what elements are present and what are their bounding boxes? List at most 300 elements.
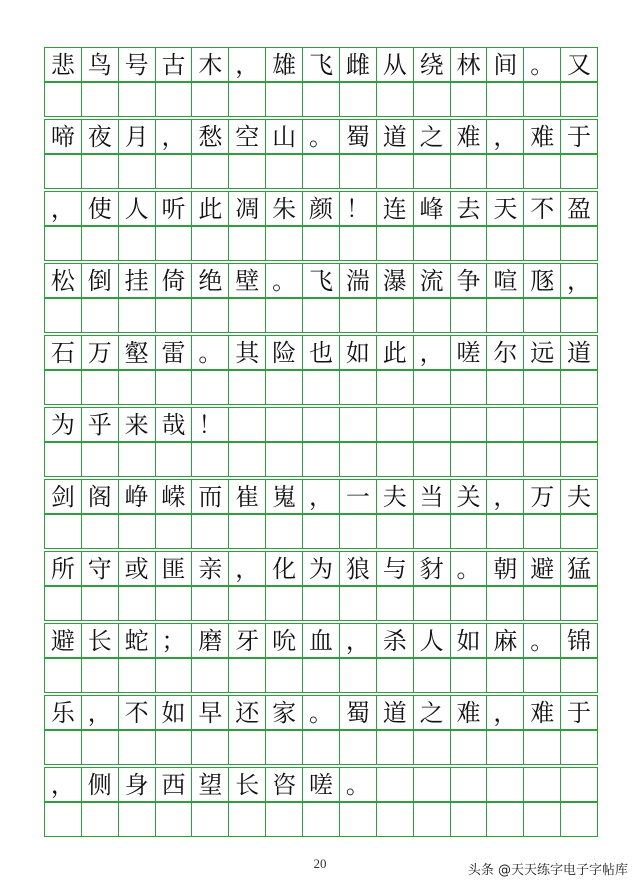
- empty-practice-cell: [487, 587, 524, 620]
- empty-practice-cell: [487, 155, 524, 188]
- character-cell: ，: [487, 120, 524, 153]
- empty-practice-cell: [82, 659, 119, 692]
- character-cell: 瀑: [377, 264, 414, 297]
- practice-row: [44, 658, 598, 693]
- empty-practice-cell: [156, 83, 193, 116]
- empty-practice-cell: [229, 443, 266, 476]
- empty-practice-cell: [303, 227, 340, 260]
- empty-practice-cell: [487, 515, 524, 548]
- empty-practice-cell: [82, 83, 119, 116]
- character-cell: 剑: [45, 480, 82, 513]
- empty-practice-cell: [192, 515, 229, 548]
- empty-practice-cell: [119, 587, 156, 620]
- empty-practice-cell: [192, 371, 229, 404]
- character-cell: 牙: [229, 624, 266, 657]
- character-cell: 倚: [156, 264, 193, 297]
- empty-practice-cell: [561, 731, 598, 764]
- character-cell: 吮: [266, 624, 303, 657]
- character-cell: [303, 408, 340, 441]
- empty-practice-cell: [377, 731, 414, 764]
- empty-practice-cell: [451, 659, 488, 692]
- character-cell: 一: [340, 480, 377, 513]
- empty-practice-cell: [156, 371, 193, 404]
- empty-practice-cell: [377, 83, 414, 116]
- character-cell: 人: [414, 624, 451, 657]
- empty-practice-cell: [45, 659, 82, 692]
- character-cell: 狼: [340, 552, 377, 585]
- practice-row: [44, 586, 598, 621]
- character-cell: 咨: [266, 768, 303, 801]
- empty-practice-cell: [524, 155, 561, 188]
- empty-practice-cell: [524, 371, 561, 404]
- empty-practice-cell: [156, 227, 193, 260]
- empty-practice-cell: [561, 515, 598, 548]
- character-cell: [524, 408, 561, 441]
- character-cell: ；: [156, 624, 193, 657]
- character-cell: 啼: [45, 120, 82, 153]
- character-cell: 之: [414, 120, 451, 153]
- character-cell: 愁: [192, 120, 229, 153]
- character-cell: 鸟: [82, 48, 119, 81]
- empty-practice-cell: [156, 731, 193, 764]
- character-cell: 听: [156, 192, 193, 225]
- character-cell: [229, 408, 266, 441]
- text-row: [44, 191, 598, 226]
- empty-practice-cell: [487, 443, 524, 476]
- character-cell: 长: [82, 624, 119, 657]
- empty-practice-cell: [229, 227, 266, 260]
- empty-practice-cell: [414, 227, 451, 260]
- empty-practice-cell: [340, 659, 377, 692]
- character-cell: ，: [303, 480, 340, 513]
- character-cell: 如: [451, 624, 488, 657]
- character-cell: ，: [487, 480, 524, 513]
- character-cell: 蜀: [340, 120, 377, 153]
- character-cell: 守: [82, 552, 119, 585]
- empty-practice-cell: [192, 659, 229, 692]
- empty-practice-cell: [156, 803, 193, 836]
- character-cell: 侧: [82, 768, 119, 801]
- character-cell: 当: [414, 480, 451, 513]
- empty-practice-cell: [414, 443, 451, 476]
- empty-practice-cell: [303, 515, 340, 548]
- empty-practice-cell: [487, 659, 524, 692]
- empty-practice-cell: [451, 227, 488, 260]
- empty-practice-cell: [119, 299, 156, 332]
- text-row: [44, 47, 598, 82]
- empty-practice-cell: [229, 155, 266, 188]
- empty-practice-cell: [377, 659, 414, 692]
- empty-practice-cell: [229, 83, 266, 116]
- character-cell: 所: [45, 552, 82, 585]
- empty-practice-cell: [229, 803, 266, 836]
- empty-practice-cell: [229, 371, 266, 404]
- character-cell: 避: [524, 552, 561, 585]
- empty-practice-cell: [561, 443, 598, 476]
- practice-row: [44, 298, 598, 333]
- empty-practice-cell: [303, 83, 340, 116]
- character-cell: 雄: [266, 48, 303, 81]
- empty-practice-cell: [377, 227, 414, 260]
- character-cell: 为: [303, 552, 340, 585]
- empty-practice-cell: [156, 659, 193, 692]
- text-row: [44, 695, 598, 730]
- empty-practice-cell: [45, 299, 82, 332]
- character-cell: 雷: [156, 336, 193, 369]
- character-cell: 难: [524, 120, 561, 153]
- empty-practice-cell: [266, 299, 303, 332]
- character-cell: [377, 408, 414, 441]
- character-cell: 磨: [192, 624, 229, 657]
- empty-practice-cell: [487, 371, 524, 404]
- character-cell: 人: [119, 192, 156, 225]
- page-number: 20: [313, 856, 327, 871]
- character-cell: 。: [524, 624, 561, 657]
- empty-practice-cell: [119, 515, 156, 548]
- character-cell: 石: [45, 336, 82, 369]
- empty-practice-cell: [229, 731, 266, 764]
- empty-practice-cell: [82, 155, 119, 188]
- empty-practice-cell: [119, 659, 156, 692]
- character-cell: 身: [119, 768, 156, 801]
- empty-practice-cell: [561, 83, 598, 116]
- empty-practice-cell: [82, 299, 119, 332]
- empty-practice-cell: [340, 371, 377, 404]
- practice-row: [44, 370, 598, 405]
- empty-practice-cell: [561, 371, 598, 404]
- empty-practice-cell: [119, 83, 156, 116]
- empty-practice-cell: [451, 587, 488, 620]
- character-cell: [524, 768, 561, 801]
- character-cell: [487, 408, 524, 441]
- character-cell: 早: [192, 696, 229, 729]
- character-cell: 朱: [266, 192, 303, 225]
- character-cell: 。: [192, 336, 229, 369]
- empty-practice-cell: [414, 731, 451, 764]
- character-cell: 嗟: [303, 768, 340, 801]
- character-cell: 难: [451, 120, 488, 153]
- character-cell: 难: [524, 696, 561, 729]
- empty-practice-cell: [45, 587, 82, 620]
- empty-practice-cell: [524, 731, 561, 764]
- empty-practice-cell: [487, 227, 524, 260]
- empty-practice-cell: [119, 227, 156, 260]
- character-cell: 家: [266, 696, 303, 729]
- empty-practice-cell: [561, 227, 598, 260]
- character-cell: 月: [119, 120, 156, 153]
- character-cell: 绕: [414, 48, 451, 81]
- character-cell: 其: [229, 336, 266, 369]
- character-cell: 乎: [82, 408, 119, 441]
- character-cell: 峰: [414, 192, 451, 225]
- character-cell: 关: [451, 480, 488, 513]
- character-cell: 蛇: [119, 624, 156, 657]
- empty-practice-cell: [340, 227, 377, 260]
- character-cell: [487, 768, 524, 801]
- practice-grid-sheet: [44, 47, 598, 839]
- empty-practice-cell: [377, 371, 414, 404]
- character-cell: 凋: [229, 192, 266, 225]
- character-cell: 匪: [156, 552, 193, 585]
- character-cell: 壁: [229, 264, 266, 297]
- character-cell: 空: [229, 120, 266, 153]
- character-cell: 不: [119, 696, 156, 729]
- empty-practice-cell: [561, 299, 598, 332]
- character-cell: 豗: [524, 264, 561, 297]
- character-cell: 此: [192, 192, 229, 225]
- empty-practice-cell: [303, 587, 340, 620]
- empty-practice-cell: [45, 515, 82, 548]
- character-cell: 号: [119, 48, 156, 81]
- character-cell: 万: [524, 480, 561, 513]
- empty-practice-cell: [266, 371, 303, 404]
- text-row: [44, 767, 598, 802]
- empty-practice-cell: [303, 659, 340, 692]
- character-cell: 木: [192, 48, 229, 81]
- character-cell: 天: [487, 192, 524, 225]
- character-cell: ，: [414, 336, 451, 369]
- character-cell: 道: [377, 120, 414, 153]
- empty-practice-cell: [340, 803, 377, 836]
- empty-practice-cell: [82, 515, 119, 548]
- character-cell: 嵘: [156, 480, 193, 513]
- character-cell: 从: [377, 48, 414, 81]
- character-cell: 。: [303, 120, 340, 153]
- empty-practice-cell: [303, 299, 340, 332]
- character-cell: ！: [340, 192, 377, 225]
- empty-practice-cell: [266, 803, 303, 836]
- empty-practice-cell: [340, 299, 377, 332]
- character-cell: [414, 408, 451, 441]
- empty-practice-cell: [156, 155, 193, 188]
- character-cell: 也: [303, 336, 340, 369]
- empty-practice-cell: [377, 155, 414, 188]
- empty-practice-cell: [156, 443, 193, 476]
- empty-practice-cell: [524, 515, 561, 548]
- empty-practice-cell: [82, 443, 119, 476]
- empty-practice-cell: [192, 227, 229, 260]
- character-cell: ，: [229, 48, 266, 81]
- empty-practice-cell: [229, 299, 266, 332]
- character-cell: 道: [377, 696, 414, 729]
- empty-practice-cell: [266, 443, 303, 476]
- character-cell: ！: [192, 408, 229, 441]
- character-cell: 古: [156, 48, 193, 81]
- empty-practice-cell: [340, 83, 377, 116]
- character-cell: 雌: [340, 48, 377, 81]
- character-cell: 蜀: [340, 696, 377, 729]
- empty-practice-cell: [487, 731, 524, 764]
- empty-practice-cell: [524, 83, 561, 116]
- empty-practice-cell: [82, 803, 119, 836]
- character-cell: 为: [45, 408, 82, 441]
- character-cell: 锦: [561, 624, 598, 657]
- empty-practice-cell: [451, 731, 488, 764]
- practice-row: [44, 802, 598, 837]
- character-cell: 争: [451, 264, 488, 297]
- empty-practice-cell: [451, 515, 488, 548]
- character-cell: 流: [414, 264, 451, 297]
- character-cell: 险: [266, 336, 303, 369]
- empty-practice-cell: [414, 659, 451, 692]
- character-cell: 喧: [487, 264, 524, 297]
- empty-practice-cell: [192, 587, 229, 620]
- empty-practice-cell: [451, 443, 488, 476]
- character-cell: 难: [451, 696, 488, 729]
- character-cell: 。: [266, 264, 303, 297]
- text-row: [44, 119, 598, 154]
- character-cell: 夫: [561, 480, 598, 513]
- empty-practice-cell: [82, 587, 119, 620]
- character-cell: 乐: [45, 696, 82, 729]
- character-cell: 万: [82, 336, 119, 369]
- character-cell: 此: [377, 336, 414, 369]
- empty-practice-cell: [192, 299, 229, 332]
- empty-practice-cell: [266, 515, 303, 548]
- character-cell: 壑: [119, 336, 156, 369]
- character-cell: 与: [377, 552, 414, 585]
- empty-practice-cell: [414, 803, 451, 836]
- empty-practice-cell: [266, 155, 303, 188]
- character-cell: 血: [303, 624, 340, 657]
- character-cell: 林: [451, 48, 488, 81]
- empty-practice-cell: [340, 515, 377, 548]
- character-cell: 还: [229, 696, 266, 729]
- character-cell: 麻: [487, 624, 524, 657]
- empty-practice-cell: [303, 803, 340, 836]
- empty-practice-cell: [119, 371, 156, 404]
- empty-practice-cell: [487, 83, 524, 116]
- text-row: [44, 407, 598, 442]
- character-cell: 长: [229, 768, 266, 801]
- character-cell: 颜: [303, 192, 340, 225]
- practice-row: [44, 514, 598, 549]
- empty-practice-cell: [451, 803, 488, 836]
- empty-practice-cell: [414, 83, 451, 116]
- empty-practice-cell: [487, 803, 524, 836]
- character-cell: 飞: [303, 48, 340, 81]
- character-cell: 又: [561, 48, 598, 81]
- empty-practice-cell: [229, 659, 266, 692]
- character-cell: ，: [487, 696, 524, 729]
- character-cell: 挂: [119, 264, 156, 297]
- character-cell: 西: [156, 768, 193, 801]
- empty-practice-cell: [266, 587, 303, 620]
- character-cell: 倒: [82, 264, 119, 297]
- empty-practice-cell: [561, 803, 598, 836]
- empty-practice-cell: [414, 299, 451, 332]
- character-cell: 远: [524, 336, 561, 369]
- practice-row: [44, 82, 598, 117]
- text-row: [44, 623, 598, 658]
- character-cell: 于: [561, 120, 598, 153]
- empty-practice-cell: [524, 443, 561, 476]
- character-cell: [414, 768, 451, 801]
- character-cell: 松: [45, 264, 82, 297]
- character-cell: 夫: [377, 480, 414, 513]
- empty-practice-cell: [487, 299, 524, 332]
- empty-practice-cell: [377, 587, 414, 620]
- character-cell: 或: [119, 552, 156, 585]
- character-cell: 嗟: [451, 336, 488, 369]
- empty-practice-cell: [119, 731, 156, 764]
- empty-practice-cell: [561, 155, 598, 188]
- empty-practice-cell: [192, 83, 229, 116]
- text-row: [44, 263, 598, 298]
- empty-practice-cell: [192, 443, 229, 476]
- character-cell: 湍: [340, 264, 377, 297]
- character-cell: 。: [303, 696, 340, 729]
- character-cell: 如: [156, 696, 193, 729]
- empty-practice-cell: [303, 731, 340, 764]
- empty-practice-cell: [340, 443, 377, 476]
- empty-practice-cell: [340, 155, 377, 188]
- empty-practice-cell: [119, 155, 156, 188]
- empty-practice-cell: [266, 83, 303, 116]
- text-row: [44, 551, 598, 586]
- practice-row: [44, 442, 598, 477]
- empty-practice-cell: [156, 515, 193, 548]
- empty-practice-cell: [340, 731, 377, 764]
- character-cell: 悲: [45, 48, 82, 81]
- character-cell: 阁: [82, 480, 119, 513]
- empty-practice-cell: [303, 443, 340, 476]
- character-cell: ，: [45, 192, 82, 225]
- character-cell: [377, 768, 414, 801]
- empty-practice-cell: [561, 587, 598, 620]
- character-cell: 亲: [192, 552, 229, 585]
- character-cell: 不: [524, 192, 561, 225]
- character-cell: [451, 408, 488, 441]
- character-cell: 崔: [229, 480, 266, 513]
- empty-practice-cell: [82, 227, 119, 260]
- empty-practice-cell: [229, 515, 266, 548]
- character-cell: [561, 408, 598, 441]
- character-cell: 绝: [192, 264, 229, 297]
- empty-practice-cell: [82, 371, 119, 404]
- empty-practice-cell: [156, 587, 193, 620]
- character-cell: ，: [45, 768, 82, 801]
- character-cell: 盈: [561, 192, 598, 225]
- watermark-text: 头条 @天天练字电子字帖库: [467, 863, 628, 878]
- character-cell: 飞: [303, 264, 340, 297]
- character-cell: 杀: [377, 624, 414, 657]
- character-cell: 朝: [487, 552, 524, 585]
- empty-practice-cell: [451, 155, 488, 188]
- character-cell: [451, 768, 488, 801]
- empty-practice-cell: [45, 83, 82, 116]
- empty-practice-cell: [414, 587, 451, 620]
- character-cell: 去: [451, 192, 488, 225]
- empty-practice-cell: [524, 803, 561, 836]
- character-cell: 连: [377, 192, 414, 225]
- character-cell: 嵬: [266, 480, 303, 513]
- text-row: [44, 479, 598, 514]
- empty-practice-cell: [524, 659, 561, 692]
- character-cell: ，: [82, 696, 119, 729]
- character-cell: ，: [561, 264, 598, 297]
- empty-practice-cell: [119, 803, 156, 836]
- empty-practice-cell: [119, 443, 156, 476]
- character-cell: 夜: [82, 120, 119, 153]
- character-cell: ，: [156, 120, 193, 153]
- practice-row: [44, 226, 598, 261]
- character-cell: 避: [45, 624, 82, 657]
- character-cell: 尔: [487, 336, 524, 369]
- character-cell: 哉: [156, 408, 193, 441]
- empty-practice-cell: [414, 371, 451, 404]
- character-cell: 化: [266, 552, 303, 585]
